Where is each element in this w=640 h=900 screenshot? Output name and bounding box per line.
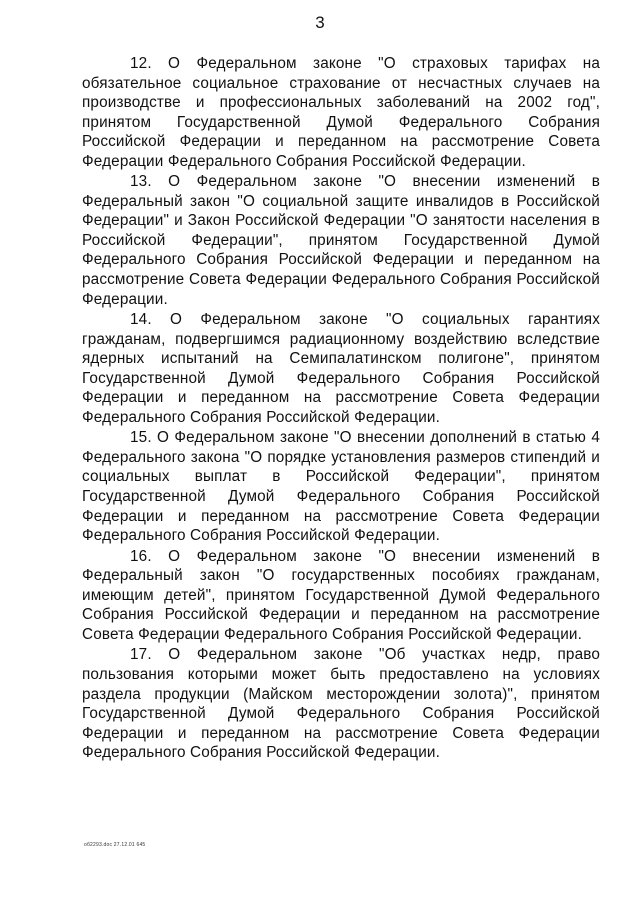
agenda-list <box>82 54 600 764</box>
agenda-item-17: 17. О Федеральном законе "Об участках недр, право пользования которыми может быть предоставлено на условиях раздела продукции (Майском месторождении золота)", принятом Государственной Думой Федерального Собрания Российской Федерации и переданном на рассмотрение Совета Федерации Федерального Собрания Российской Федерации. <box>82 646 600 762</box>
document-footer-code: об2293.doc 27.12.01 645 <box>84 842 146 848</box>
agenda-item-16: 16. О Федеральном законе "О внесении изменений в Федеральный закон "О государственных пособиях гражданам, имеющим детей", принятом Государственной Думой Федерального Собрания Российской Федерации и переданном на рассмотрение Совета Федерации Федерального Собрания Российской Федерации. <box>82 547 600 643</box>
agenda-item-15: 15. О Федеральном законе "О внесении дополнений в статью 4 Федерального закона "О порядке установления размеров стипендий и социальных выплат в Российской Федерации", принятом Государственной Думой Федерального Собрания Российской Федерации и переданном на рассмотрение Совета Федерации Федерального Собрания Российской Федерации. <box>82 429 600 545</box>
agenda-item-12: 12. О Федеральном законе "О страховых тарифах на обязательное социальное страхование от несчастных случаев на производстве и профессиональных заболеваний на 2002 год", принятом Государственной Думой Федерального Собрания Российской Федерации и переданном на рассмотрение Совета Федерации Федерального Собрания Российской Федерации. <box>82 55 600 170</box>
agenda-item-13: 13. О Федеральном законе "О внесении изменений в Федеральный закон "О социальной защите инвалидов в Российской Федерации" и Закон Российской Федерации "О занятости населения в Российской Федерации", принятом Государственной Думой Федерального Собрания Российской Федерации и переданном на рассмотрение Совета Федерации Федерального Собрания Российской Федерации. <box>82 173 600 308</box>
agenda-item-14: 14. О Федеральном законе "О социальных гарантиях гражданам, подвергшимся радиационному воздействию вследствие ядерных испытаний на Семипалатинском полигоне", принятом Государственной Думой Федерального Собрания Российской Федерации и переданном на рассмотрение Совета Федерации Федерального Собрания Российской Федерации. <box>82 311 600 426</box>
page-number: 3 <box>315 13 325 32</box>
